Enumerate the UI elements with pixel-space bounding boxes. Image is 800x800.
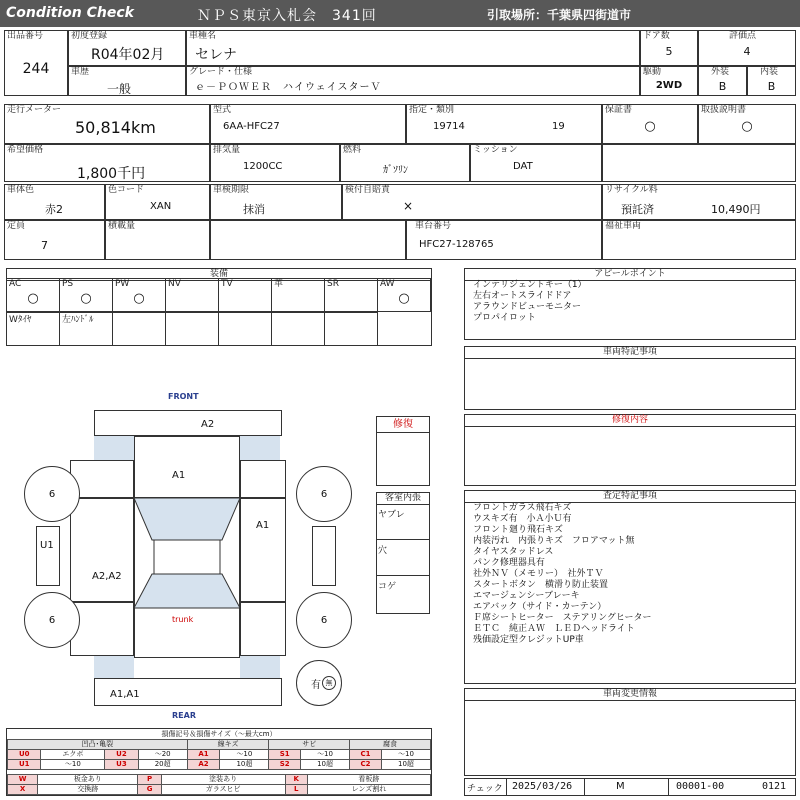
appeal-line: インテリジェントキー（1） [473,280,587,290]
legend-meaning: ～10 [301,750,350,760]
color-label: 車体色 [7,185,35,195]
legend-meaning: ～10 [220,750,269,760]
legend-group: サビ [269,740,350,750]
legend-code: X [8,785,38,795]
spare-tire-none-mark: 無 [322,676,336,690]
right-door-damage-mark: A1 [256,520,270,531]
legend-row [8,760,431,770]
warranty-box [602,104,698,144]
inspection-note-line: タイヤスタッドレス [473,547,554,557]
empty-box [210,220,406,260]
equipment-mark: ○ [133,291,145,306]
rear-window [134,574,240,608]
pickup-location: 引取場所：千葉県四街道市 [487,8,632,22]
evaluation-score: 4 [743,45,751,58]
inspection-notes-lines [473,503,652,646]
legend-meaning: ～10 [381,750,430,760]
hood-damage-mark: A2 [201,419,215,430]
legend-code: S2 [269,760,301,770]
cabin-divider [377,575,429,576]
equipment-label: 革 [274,279,284,289]
equipment-label: AC [9,279,22,289]
history-box [68,66,186,96]
displacement-label: 排気量 [213,145,241,155]
equipment-mark: ○ [27,291,39,306]
legend-meaning: ガラスヒビ [161,785,285,795]
equipment-title: 装備 [7,269,431,281]
spare-mark: U1 [40,540,54,551]
legend-code: G [138,785,161,795]
equipment-cell [324,312,378,346]
left-rear-fender [70,602,134,656]
blank-box [602,144,796,182]
left-door-damage-mark: A2,A2 [92,571,122,582]
equipment-label: AW [380,279,395,289]
inspection-notes-title: 査定特記事項 [465,491,795,503]
doors-label: ドア数 [643,31,670,41]
mileage-label: 走行メーター [7,105,62,115]
equipment-cell [6,312,60,346]
equipment-cell [112,278,166,312]
appeal-lines [473,280,587,324]
auction-title: ＮＰＳ東京入札会 341回 [197,8,377,24]
inspection-box [210,184,342,220]
warranty-mark: ○ [644,119,656,134]
legend-code: C1 [350,750,382,760]
manual-mark: ○ [741,119,753,134]
equipment-label: PW [115,279,130,289]
repair-title: 修復 [377,417,429,433]
displacement-box [210,144,340,182]
body-color: 赤2 [45,203,63,216]
legend-code: K [285,775,307,785]
equipment-label: TV [221,279,233,289]
legend-group: 腐食 [350,740,431,750]
left-doors [70,498,134,602]
lot-number: 244 [22,61,50,77]
grade-box [186,66,640,96]
check-date: 2025/03/26 [512,781,573,792]
displacement: 1200CC [243,161,283,172]
legend-meaning: 看板跡 [307,775,430,785]
car-name: セレナ [195,47,237,63]
legend-meaning: 塗装あり [161,775,285,785]
capacity: 7 [41,239,48,252]
legend-meaning: 板金あり [38,775,138,785]
legend-code: A2 [187,760,220,770]
colorcode-label: 色コード [108,185,145,195]
inspection-date: 抹消 [243,203,265,216]
equipment-cell [218,312,272,346]
inspection-note-line: エマージェンシーブレーキ [473,591,580,601]
liability-box [342,184,602,220]
special-title: 車両特記事項 [465,347,795,359]
price-label: 希望価格 [7,145,44,155]
spare-tire-text: 有 [311,679,321,691]
name-label: 車種名 [189,31,217,41]
equipment-mark: ○ [80,291,92,306]
drive-type: 2WD [655,80,683,91]
grade-label: グレード・仕様 [189,67,253,77]
drive-label: 駆動 [643,67,662,77]
car-history: 一般 [107,82,132,96]
chassis-box [406,220,602,260]
front-label: FRONT [168,392,199,401]
int-label: 内装 [760,67,779,77]
taillight-right [240,656,280,678]
legend-code: L [285,785,307,795]
inspection-note-line: ＥＴＣ 純正ＡＷ ＬＥＤヘッドライト [473,624,635,634]
liability-mark: × [403,199,414,213]
model-box [210,104,406,144]
equipment-cell [271,278,325,312]
legend-row [8,775,431,785]
reg-label: 初度登録 [71,31,108,41]
right-rear-fender [240,602,286,656]
equipment-label: PS [62,279,74,289]
exterior-grade: B [718,80,727,93]
legend-code: A1 [187,750,220,760]
inspection-note-line: パンク修理器具有 [473,558,545,568]
door-count: 5 [665,45,673,58]
chassis-number: HFC27-128765 [419,239,494,250]
transmission: DAT [513,161,533,172]
tire-front-right: 6 [296,466,352,522]
inspection-note-line: フロント廻り飛石キズ [473,525,563,535]
inspection-note-line: 内装汚れ 内張りキズ フロアマット無 [473,536,635,546]
welfare-box [602,220,796,260]
rear-label: REAR [172,711,196,720]
model-code: 6AA-HFC27 [223,121,280,132]
recycle-box [602,184,796,220]
footer-number: 0121 [762,781,787,792]
liability-label: 検付自賠責 [345,185,391,195]
inspection-note-line: 残価設定型クレジットUP車 [473,635,584,645]
legend-title: 損傷記号＆損傷サイズ（～最大cm） [161,730,277,738]
spec-number: 19714 [433,121,465,132]
spec-label: 指定・類別 [409,105,455,115]
tire-rear-left: 6 [24,592,80,648]
legend-code: C2 [350,760,382,770]
appeal-line: 左右オートスライドドア [473,291,572,301]
footer-divider [584,778,585,796]
mileage-box [4,104,210,144]
manual-label: 取扱説明書 [701,105,747,115]
color-box [4,184,105,220]
spec-box [406,104,602,144]
fuel: ｶﾞｿﾘﾝ [383,165,408,176]
load-box [105,220,210,260]
int-box [747,66,796,96]
interior-grade: B [767,80,776,93]
legend-meaning: 交換跡 [38,785,138,795]
reg-box [68,30,186,66]
legend-code: W [8,775,38,785]
capacity-label: 定員 [7,221,26,231]
equipment-cell [377,278,431,312]
trunk-label: trunk [172,615,194,624]
drive-box [640,66,698,96]
price-box [4,144,210,182]
legend-meaning: ～20 [138,750,187,760]
equipment-cell [112,312,166,346]
ext-label: 外装 [711,67,730,77]
legend-code: U0 [8,750,41,760]
footer-code: 00001-00 [676,781,725,792]
legend-meaning: 20超 [138,760,187,770]
fuel-label: 燃料 [343,145,362,155]
color-code: XAN [150,201,172,212]
equipment-mark: ○ [398,291,410,306]
legend-damage-table [7,739,431,770]
legend-meaning: 10超 [220,760,269,770]
first-registration: R04年02月 [91,47,165,63]
load-label: 積載量 [108,221,136,231]
equipment-label: NV [168,279,181,289]
name-box [186,30,640,66]
mission-box [470,144,602,182]
legend-meaning: エクボ [41,750,105,760]
repair-box [376,416,430,486]
brand-title: Condition Check [6,5,134,21]
legend-row [8,785,431,795]
colorcode-box [105,184,210,220]
legend-meaning: レンズ割れ [307,785,430,795]
repair-content-title: 修復内容 [465,415,795,427]
appeal-line: アラウンドビューモニター [473,302,582,312]
header-bar [0,0,800,27]
cabin-item-hole: 穴 [378,546,388,556]
legend-group: 線キズ [187,740,269,750]
windshield [134,498,240,540]
equipment-label: 左ﾊﾝﾄﾞﾙ [62,315,94,325]
legend-code: S1 [269,750,301,760]
grade: ｅ－ＰＯＷＥＲ ハイウェイスターＶ [195,82,382,93]
headlight-left [94,436,134,460]
tire-rear-right: 6 [296,592,352,648]
inspection-note-line: Ｆ席シートヒーター ステアリングヒーター [473,613,652,623]
inspection-note-line: エアバック（サイド・カーテン） [473,602,607,612]
rear-bumper-damage-mark: A1,A1 [110,689,140,700]
welfare-label: 福祉車両 [605,221,642,231]
inspection-note-line: スタートボタン 横滑り防止装置 [473,580,609,590]
taillight-left [94,656,134,678]
legend-code: U1 [8,760,41,770]
capacity-box [4,220,105,260]
manual-box [698,104,796,144]
equipment-label: SR [327,279,339,289]
mileage: 50,814km [75,118,156,137]
tire-front-left: 6 [24,466,80,522]
legend-group: 凹凸･亀裂 [8,740,188,750]
check-label: チェック [467,784,503,794]
roof-glass [154,540,220,574]
lot-label: 出品番号 [7,31,44,41]
cabin-title: 客室内張 [377,493,429,505]
headlight-right [240,436,280,460]
history-label: 車歴 [71,67,90,77]
hood-panel [134,436,240,498]
inspection-note-line: フロントガラス飛石キズ [473,503,572,513]
recycle-amount: 10,490円 [711,203,761,216]
cabin-item-tear: ヤブレ [378,510,405,520]
legend-repair-table [7,774,431,795]
appeal-title: アピールポイント [465,269,795,281]
score-box [698,30,796,66]
desired-price: 1,800千円 [77,166,146,182]
cabin-item-burn: コゲ [378,582,397,592]
legend-code: P [138,775,161,785]
equipment-cell [218,278,272,312]
legend-row [8,750,431,760]
equipment-cell [6,278,60,312]
equipment-label: Wﾀｲﾔ [9,315,32,325]
score-label: 評価点 [729,31,757,41]
inspection-label: 車検期限 [213,185,250,195]
change-info-panel [464,688,796,776]
lot-box [4,30,68,96]
appeal-line: プロパイロット [473,313,536,323]
fuel-box [340,144,470,182]
right-doors [240,498,286,602]
appeal-panel [464,268,796,340]
special-panel [464,346,796,410]
equipment-cell [165,312,219,346]
front-bumper [94,410,282,436]
doors-box [640,30,698,66]
legend-header-row [8,740,431,750]
right-side-box [312,526,336,586]
warranty-label: 保証書 [605,105,633,115]
equipment-cell [59,312,113,346]
footer-divider [668,778,669,796]
recycle-status: 預託済 [621,203,654,216]
mission-label: ミッション [473,145,518,155]
change-info-title: 車両変更情報 [465,689,795,701]
right-front-fender [240,460,286,498]
checker-initial: M [616,781,625,792]
equipment-cell [324,278,378,312]
chassis-label: 車台番号 [415,221,452,231]
equipment-cell [271,312,325,346]
cabin-box [376,492,430,614]
inspection-note-line: ウスキズ有 小Ａ小Ｕ有 [473,514,572,524]
ext-box [698,66,747,96]
legend-meaning: 10超 [381,760,430,770]
cabin-windows [134,498,240,658]
recycle-label: リサイクル料 [605,185,658,195]
model-label: 型式 [213,105,232,115]
repair-content-panel [464,414,796,486]
legend-code: U2 [105,750,138,760]
spare-box [36,526,60,586]
equipment-cell [165,278,219,312]
equipment-cell [59,278,113,312]
roof-damage-mark: A1 [172,470,186,481]
class-number: 19 [552,121,565,132]
legend-code: U3 [105,760,138,770]
cabin-divider [377,539,429,540]
spare-tire-indicator [296,660,342,706]
legend-meaning: 10超 [301,760,350,770]
footer-divider [506,778,507,796]
inspection-notes-panel [464,490,796,684]
legend-meaning: ～10 [41,760,105,770]
inspection-note-line: 社外ＮＶ（メモリー） 社外ＴＶ [473,569,604,579]
